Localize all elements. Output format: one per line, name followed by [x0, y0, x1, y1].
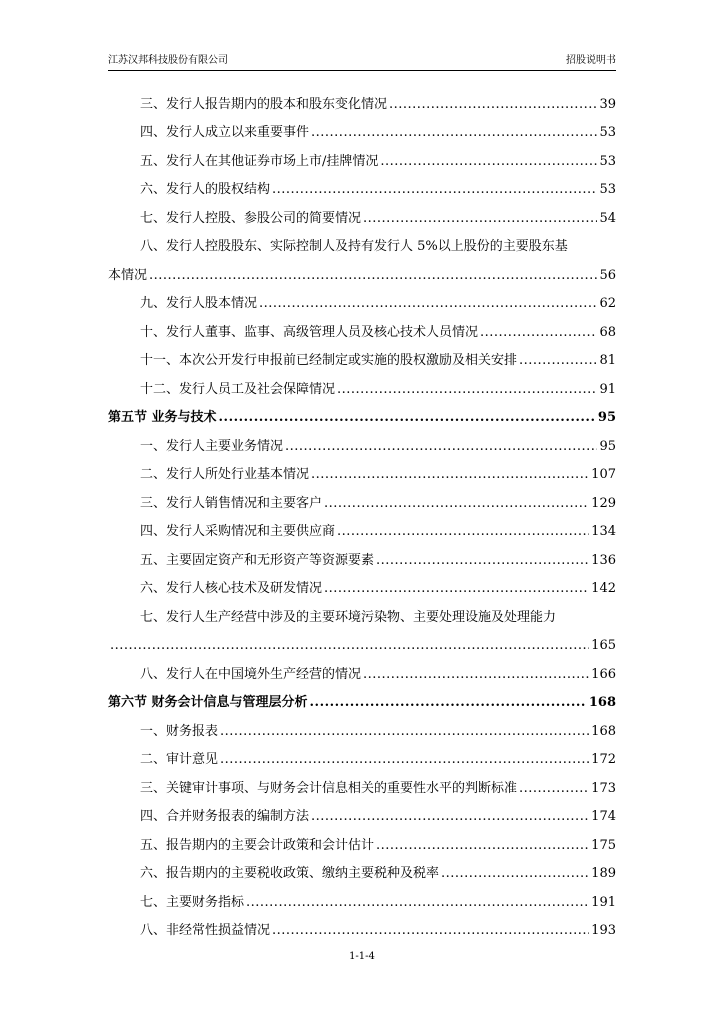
- toc-entry-page-number: 54: [599, 210, 616, 226]
- toc-entry-page-number: 68: [599, 324, 616, 340]
- toc-leader-dots: [272, 182, 597, 197]
- toc-entry-title: 四、发行人采购情况和主要供应商: [140, 524, 336, 539]
- toc-entry-page-number: 168: [588, 695, 616, 710]
- toc-entry-title: 第五节 业务与技术: [108, 410, 217, 425]
- toc-entry-title: 三、关键审计事项、与财务会计信息相关的重要性水平的判断标准: [140, 780, 518, 796]
- toc-entry-page-number: 165: [591, 638, 616, 653]
- toc-leader-dots: [519, 781, 589, 796]
- toc-entry-page-number: 81: [599, 353, 616, 368]
- toc-leader-dots: [363, 211, 597, 226]
- page-number: 1-1-4: [349, 951, 375, 962]
- toc-entry-title: 十一、本次公开发行申报前已经制定或实施的股权激励及相关安排: [140, 353, 518, 368]
- toc-entry[interactable]: [108, 772, 616, 801]
- header-company-name: 江苏汉邦科技股份有限公司: [108, 55, 228, 66]
- toc-entry[interactable]: [108, 601, 616, 630]
- toc-leader-dots: [324, 581, 589, 596]
- toc-leader-dots: [311, 125, 597, 140]
- toc-entry[interactable]: [108, 858, 616, 887]
- toc-leader-dots: [110, 638, 589, 653]
- toc-entry-page-number: 175: [591, 837, 616, 853]
- toc-entry-page-number: 53: [599, 125, 616, 140]
- toc-entry-title: 六、发行人的股权结构: [140, 182, 271, 197]
- toc-entry[interactable]: [108, 544, 616, 573]
- toc-entry[interactable]: [108, 316, 616, 345]
- toc-entry-page-number: 168: [591, 723, 616, 739]
- toc-entry[interactable]: [108, 117, 616, 146]
- toc-entry[interactable]: [108, 288, 616, 317]
- toc-leader-dots: [389, 97, 597, 112]
- toc-entry-page-number: 136: [591, 552, 616, 568]
- toc-entry-title: 七、主要财务指标: [140, 894, 245, 910]
- toc-leader-dots: [380, 154, 597, 169]
- toc-entry[interactable]: [108, 744, 616, 773]
- toc-entry[interactable]: [108, 516, 616, 545]
- toc-entry[interactable]: [108, 145, 616, 174]
- toc-entry-title: 六、发行人核心技术及研发情况: [140, 581, 323, 596]
- toc-entry-title: 六、报告期内的主要税收政策、缴纳主要税种及税率: [140, 866, 440, 881]
- toc-leader-dots: [246, 895, 589, 910]
- toc-entry[interactable]: [108, 630, 616, 659]
- toc-entry[interactable]: [108, 430, 616, 459]
- toc-entry[interactable]: [108, 886, 616, 915]
- toc-entry-page-number: 129: [591, 495, 616, 511]
- toc-entry[interactable]: [108, 459, 616, 488]
- toc-entry[interactable]: [108, 487, 616, 516]
- toc-leader-dots: [337, 524, 589, 539]
- toc-leader-dots: [480, 325, 597, 340]
- toc-entry-title: 七、发行人生产经营中涉及的主要环境污染物、主要处理设施及处理能力: [140, 609, 557, 625]
- toc-entry[interactable]: [108, 658, 616, 687]
- toc-entry-page-number: 189: [591, 866, 616, 881]
- toc-entry-page-number: 39: [599, 96, 616, 112]
- toc-leader-dots: [259, 296, 597, 311]
- toc-leader-dots: [220, 752, 589, 767]
- toc-leader-dots: [311, 809, 589, 824]
- toc-entry-page-number: 95: [599, 438, 616, 454]
- toc-entry-page-number: 191: [591, 894, 616, 910]
- toc-entry-title: 二、审计意见: [140, 752, 219, 767]
- toc-entry[interactable]: [108, 373, 616, 402]
- toc-entry-page-number: 134: [591, 524, 616, 539]
- toc-entry-title: 一、发行人主要业务情况: [140, 438, 284, 454]
- header-document-type: 招股说明书: [566, 55, 616, 66]
- toc-entry-title: 七、发行人控股、参股公司的简要情况: [140, 210, 362, 226]
- toc-leader-dots: [324, 496, 589, 511]
- toc-entry[interactable]: [108, 88, 616, 117]
- toc-entry-page-number: 95: [597, 410, 616, 425]
- toc-entry-page-number: 142: [591, 581, 616, 596]
- toc-entry[interactable]: [108, 231, 616, 260]
- toc-entry-title: 五、发行人在其他证券市场上市/挂牌情况: [140, 153, 379, 169]
- toc-entry-page-number: 166: [591, 666, 616, 682]
- toc-entry[interactable]: [108, 801, 616, 830]
- toc-entry-title: 本情况: [108, 267, 148, 283]
- toc-leader-dots: [310, 695, 587, 710]
- toc-entry-title: 八、非经常性损益情况: [140, 923, 271, 938]
- toc-entry[interactable]: [108, 715, 616, 744]
- toc-leader-dots: [376, 553, 589, 568]
- toc-entry-title: 五、报告期内的主要会计政策和会计估计: [140, 837, 375, 853]
- page-header: [108, 54, 616, 68]
- toc-leader-dots: [285, 439, 597, 454]
- toc-entry[interactable]: [108, 573, 616, 602]
- toc-entry-title: 五、主要固定资产和无形资产等资源要素: [140, 552, 375, 568]
- toc-entry-page-number: 53: [599, 153, 616, 169]
- toc-chapter-entry[interactable]: [108, 402, 616, 431]
- toc-entry-page-number: 56: [599, 267, 616, 283]
- toc-entry-title: 十、发行人董事、监事、高级管理人员及核心技术人员情况: [140, 324, 479, 340]
- toc-entry[interactable]: [108, 829, 616, 858]
- toc-entry[interactable]: [108, 202, 616, 231]
- toc-leader-dots: [149, 268, 597, 283]
- toc-leader-dots: [337, 382, 597, 397]
- toc-entry-title: 四、发行人成立以来重要事件: [140, 125, 310, 140]
- toc-entry-page-number: 107: [591, 467, 616, 482]
- toc-leader-dots: [519, 353, 597, 368]
- toc-entry-title: 九、发行人股本情况: [140, 296, 258, 311]
- toc-leader-dots: [219, 410, 596, 425]
- toc-entry-title: 十二、发行人员工及社会保障情况: [140, 381, 336, 397]
- toc-entry-page-number: 91: [599, 381, 616, 397]
- toc-entry-title: 四、合并财务报表的编制方法: [140, 809, 310, 824]
- toc-entry-title: 三、发行人销售情况和主要客户: [140, 495, 323, 511]
- toc-entry-title: 第六节 财务会计信息与管理层分析: [108, 695, 308, 710]
- toc-leader-dots: [376, 838, 589, 853]
- toc-leader-dots: [220, 724, 589, 739]
- table-of-contents: [108, 88, 616, 943]
- toc-entry-title: 八、发行人控股股东、实际控制人及持有发行人 5%以上股份的主要股东基: [140, 239, 568, 254]
- toc-leader-dots: [363, 667, 589, 682]
- toc-entry-page-number: 172: [591, 752, 616, 767]
- toc-entry[interactable]: [108, 174, 616, 203]
- toc-leader-dots: [272, 923, 589, 938]
- toc-entry-title: 一、财务报表: [140, 723, 219, 739]
- toc-leader-dots: [441, 866, 589, 881]
- toc-entry[interactable]: [108, 259, 616, 288]
- toc-entry-title: 三、发行人报告期内的股本和股东变化情况: [140, 96, 388, 112]
- toc-entry-page-number: 62: [599, 296, 616, 311]
- toc-entry-page-number: 174: [591, 809, 616, 824]
- toc-chapter-entry[interactable]: [108, 687, 616, 716]
- toc-leader-dots: [311, 467, 589, 482]
- toc-entry-title: 八、发行人在中国境外生产经营的情况: [140, 666, 362, 682]
- toc-entry[interactable]: [108, 915, 616, 944]
- toc-entry-title: 二、发行人所处行业基本情况: [140, 467, 310, 482]
- toc-entry-page-number: 173: [591, 780, 616, 796]
- toc-entry-page-number: 53: [599, 182, 616, 197]
- header-divider: [108, 70, 616, 71]
- toc-entry-page-number: 193: [591, 923, 616, 938]
- toc-entry[interactable]: [108, 345, 616, 374]
